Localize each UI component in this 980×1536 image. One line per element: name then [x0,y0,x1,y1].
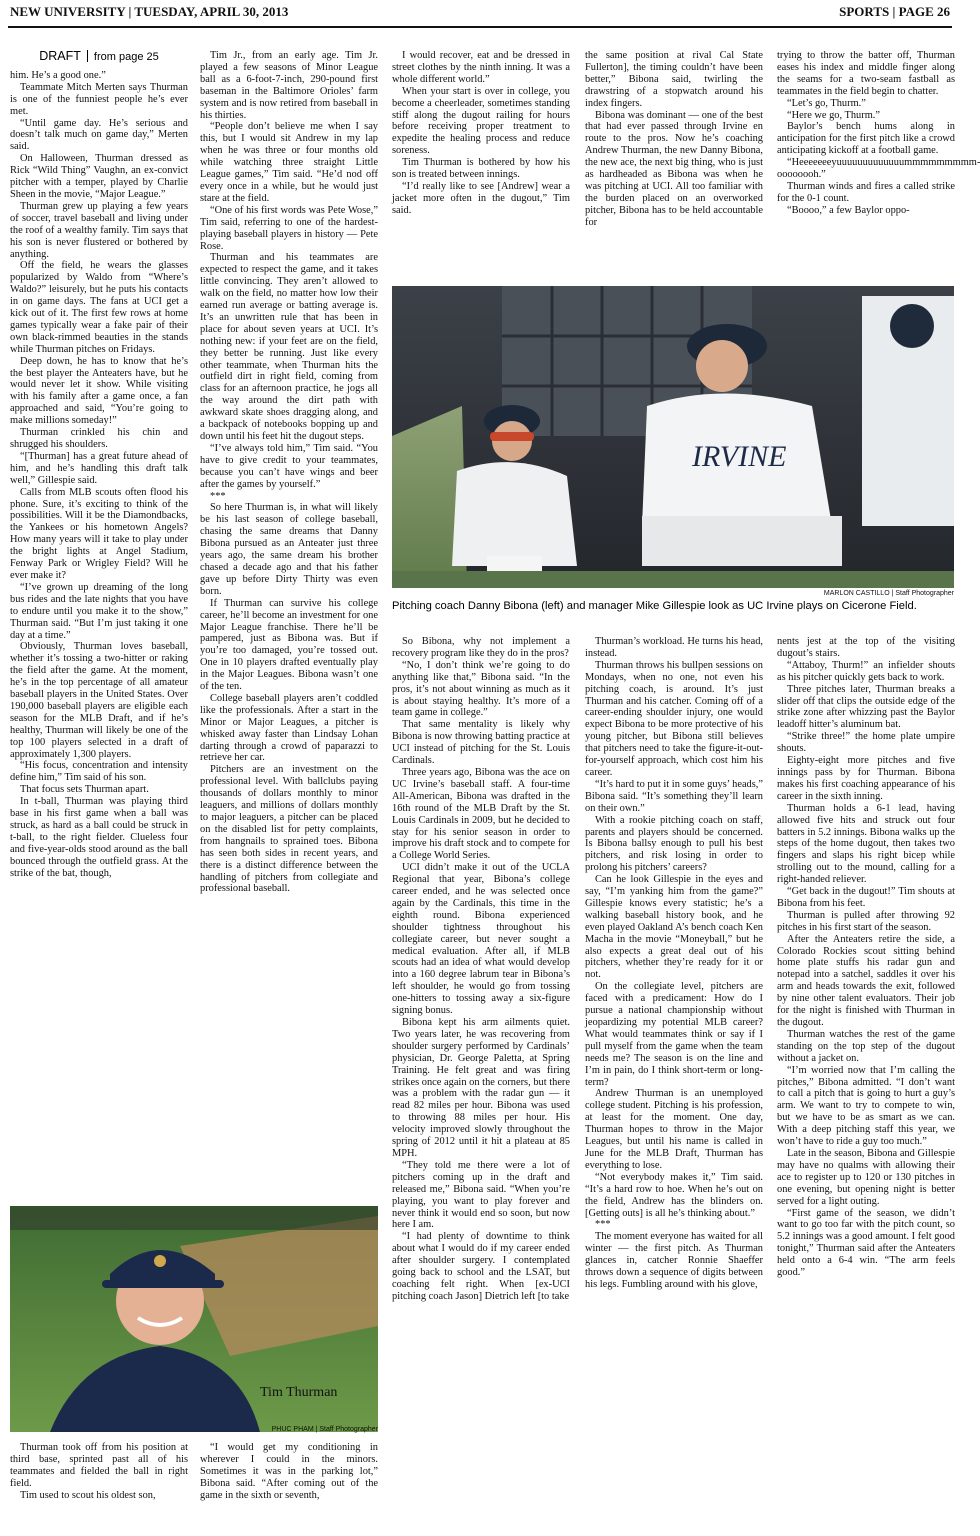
paragraph: UCI didn’t make it out of the UCLA Regional that year, Bibona’s college career ended, and he was selected once again by the Cardinals, this time in the eighth round. Bibona experienced shoulder tightness throughout his collegiate career, but never sought a medical evaluation. After all, if MLB scouts had an idea of what would develop into a 160 degree labrum tear in Bibona’s left shoulder, he would go from tossing one-hitters to tossing away a six-figure signing bonus. [392,862,570,1017]
paragraph: So here Thurman is, in what will likely be his last season of college baseball, chasing the same dreams that Danny Bibona pursued as an Anteater just three years ago, the same dream his brother chased a decade ago and that his father gave up before Dirty Thirty was even born. [200,502,378,597]
paragraph: “People don’t believe me when I say this, but I would sit Andrew in my lap when he was three or four months old while watching three straight Little League games,” Tim said. “He’d nod off every once in a while, but he would just stare at the field. [200,121,378,204]
tim-thurman-photo-credit: PHUC PHAM | Staff Photographer [271,1426,378,1433]
jersey-wordmark: IRVINE [692,440,787,473]
masthead [10,4,950,24]
paragraph: trying to throw the batter off, Thurman eases his index and middle finger along the seams for a two-seam fastball as teammates in the field begin to chatter. [777,50,955,97]
paragraph: *** [210,490,226,502]
column-1 [10,48,188,1200]
paragraph: College baseball players aren’t coddled like the professionals. After a start in the Minor or Major Leagues, a pitcher is whisked away faster than Lindsay Lohan darting through a crowd of paparazzi to retrieve her car. [200,692,378,764]
column-3-continued [392,636,570,1532]
column-3-text [392,50,570,217]
masthead-left: NEW UNIVERSITY | TUESDAY, APRIL 30, 2013 [10,4,289,19]
paragraph: On the collegiate level, pitchers are faced with a predicament: How do I pursue a national championship without jeopardizing my potential MLB career? What would teammates think or say if I pull myself from the game when the team needs me? The season is on the line and I’m in pain, do I think short-term or long-term? [585,981,763,1088]
jump-label: DRAFT [39,49,81,63]
paragraph: Baylor’s bench hums along in anticipation for the first pitch like a crowd anticipating kickoff at a football game. [777,121,955,157]
paragraph: Off the field, he wears the glasses popularized by Waldo from “Where’s Waldo?” leisurely, but he puts his contacts in on game days. The fans at UCI get a kick out of it. The first few rows at home games typically wear a fake pair of their own black-rimmed beauties in the stands while Thurman pitches on Fridays. [10,260,188,355]
column-2-text [200,50,378,895]
paragraph: In t-ball, Thurman was playing third base in his first game when a ball was struck, as hard as a ball could be struck in t-ball, to the right fielder. Clueless four and five-year-olds stood around as the ball bounced through the outfield grass. At the strike of the bat, though, [10,796,188,879]
column-4 [585,50,763,282]
paragraph: When your start is over in college, you become a cheerleader, sometimes standing stiff along the dugout railing for hours before receiving proper treatment to expedite the healing process and reduce soreness. [392,85,570,157]
paragraph: “One of his first words was Pete Wose,” Tim said, referring to one of the hardest-playing baseball players in history — Pete Rose. [200,204,378,252]
tim-thurman-photo-image [10,1206,378,1432]
paragraph: So Bibona, why not implement a recovery program like they do in the pros? [392,636,570,659]
paragraph: Thurman holds a 6-1 lead, having allowed five hits and struck out four batters in 5.2 innings. Bibona walks up the steps of the home dugout, then takes two fingers and slaps his right bicep while strolling out to the mound, calling for a right-handed reliever. [777,802,955,886]
paragraph: Deep down, he has to know that he’s the best player the Anteaters have, but he would never let it show. While visiting with his family after a game once, a fan approached and said, “You’re going to make millions someday!” [10,355,188,427]
column-5-text [777,50,980,217]
photo-nameplate: Tim Thurman [260,1385,338,1400]
paragraph: That same mentality is likely why Bibona is now throwing batting practice at UCI instead of pitching for the St. Louis Cardinals. [392,719,570,767]
paragraph: Bibona was dominant — one of the best that had ever passed through Irvine en route to the pros. Now he’s coaching Andrew Thurman, the new Danny Bibona, the new ace, the next big thing, who is just as hardheaded as Bibona was when he was pitching at UCI. All too familiar with the burden placed on an overworked pitcher, Bibona has to be held accountable for [585,109,763,228]
column-3 [392,50,570,282]
paragraph: With a rookie pitching coach on staff, parents and players should be concerned. Is Bibona ballsy enough to pull his best pitchers, and risk losing in order to prolong his pitchers’ careers? [585,814,763,874]
paragraph: Andrew Thurman is an unemployed college student. Pitching is his profession, at least for the moment. One day, Thurman hopes to throw in the Major Leagues, but until his name is called in June for the MLB Draft, Thurman has everything to lose. [585,1088,763,1171]
paragraph: “Strike three!” the home plate umpire shouts. [777,731,955,755]
paragraph: Tim Thurman is bothered by how his son is treated between innings. [392,157,570,181]
paragraph: Three pitches later, Thurman breaks a slider off that clips the outside edge of the strike zone after whizzing past the Baylor leadoff hitter’s aluminum bat. [777,683,955,731]
paragraph: “Until game day. He’s serious and doesn’t talk much on game day,” Merten said. [10,117,188,153]
paragraph: Thurman is pulled after throwing 92 pitches in his first start of the season. [777,909,955,933]
paragraph: “First game of the season, we didn’t want to go too far with the pitch count, so 5.2 innings was a good amount. I felt good tonight,” Thurman said after the Anteaters held onto a 6-4 win. “The arm feels good.” [777,1207,955,1279]
paragraph: Eighty-eight more pitches and five innings pass by for Thurman. Bibona makes his first coaching appearance of his career in the sixth inning. [777,755,955,802]
paragraph: That focus sets Thurman apart. [20,784,149,796]
dugout-photo-caption: Pitching coach Danny Bibona (left) and manager Mike Gillespie look as UC Irvine plays on Cicerone Field. [392,600,917,612]
paragraph: “I’m worried now that I’m calling the pitches,” Bibona admitted. “I don’t want to call a pitch that is going to hurt a guy’s arm. We want to try to compete to win, but we have to be as smart as we can. With a deep pitching staff this year, we won’t have to ride a guy too much.” [777,1064,955,1148]
paragraph: Tim used to scout his oldest son, [20,1489,156,1501]
paragraph: “Heeeeeeeyuuuuuuuuuuuuummmmmmmmm-oooooooh.” [777,157,980,181]
paragraph: Thurman’s workload. He turns his head, instead. [585,636,763,659]
paragraph: Thurman throws his bullpen sessions on Mondays, when no one, not even his pitching coach, is around. It’s just Thurman and his catcher. Coming off of a career-ending shoulder injury, one would expect Bibona to be more protective of his young pitcher, but Bibona still believes that pitchers need to take the figure-it-out-for-yourself approach, which cost him his career. [585,659,763,778]
paragraph: nents jest at the top of the visiting dugout’s stairs. [777,636,955,659]
paragraph: Bibona kept his arm ailments quiet. Two years later, he was recovering from shoulder surgery performed by Cardinals’ physician, Dr. George Paletta, at Spring Training. He felt great and was firing strikes once again on the corners, but there was a problem with the radar gun — it read 82 miles per hour. Bibona was used to throwing 88 miles per hour. His velocity improved slowly throughout the spring of 2012 until it hit a plateau at 85 MPH. [392,1017,570,1159]
column-4-text [585,50,763,229]
tim-thurman-photo [10,1206,378,1432]
paragraph: Tim Jr., from an early age. Tim Jr. played a few seasons of Minor League ball as a 6-foot-7-inch, 290-pound first baseman in the Baltimore Orioles’ farm system and is now retired from baseball in his thirties. [200,50,378,121]
column-1-continued-text [10,1442,188,1502]
paragraph: “I would get my conditioning in wherever I could in the minors. Sometimes it was in the parking lot,” Bibona said. “After coming out of the game in the sixth or seventh, [200,1442,378,1501]
paragraph: Three years ago, Bibona was the ace on UC Irvine’s baseball staff. A four-time All-American, Bibona was drafted in the 16th round of the MLB Draft by the St. Louis Cardinals in 2009, but he decided to stay for his senior season in order to improve his draft stock and to compete for a College World Series. [392,766,570,862]
paragraph: Obviously, Thurman loves baseball, whether it’s tossing a two-hitter or raking the field after the game. At the moment, he’s in the top percentage of all amateur baseball players in the United States. Over 190,000 baseball players are eligible each season for the MLB Draft, and if he’s healthy, Thurman will likely be one of the top 100 players selected in a draft of approximately 1,300 players. [10,641,188,760]
paragraph: “Let’s go, Thurm.” [787,97,866,109]
paragraph: Thurman winds and fires a called strike for the 0-1 count. [777,180,955,204]
column-1-continued [10,1442,188,1532]
paragraph: *** [595,1219,611,1231]
paragraph: “Here we go, Thurm.” [787,109,880,121]
dugout-photo [392,286,954,588]
paragraph: Thurman grew up playing a few years of soccer, travel baseball and living under the roof of a wealthy family. Tim says that his son is never flustered or bothered by anything. [10,200,188,260]
column-4-continued [585,636,763,1532]
masthead-rule [8,26,952,28]
paragraph: On Halloween, Thurman dressed as Rick “Wild Thing” Vaughn, an ex-convict pitcher with a temper, played by Charlie Sheen in the movie, “Major League.” [10,153,188,200]
dugout-photo-credit: MARLON CASTILLO | Staff Photographer [823,590,954,597]
paragraph: After the Anteaters retire the side, a Colorado Rockies scout sitting behind home plate stuffs his radar gun and notepad into a satchel, saddles it over his arm and heads towards the exit, followed by nine other talent evaluators. Their job for the night is finished with Thurman in the dugout. [777,933,955,1028]
paragraph: I would recover, eat and be dressed in street clothes by the ninth inning. It was a whole different world.” [392,50,570,85]
column-2-continued-text [200,1442,378,1502]
column-4-continued-text [585,636,763,1291]
paragraph: “[Thurman] has a great future ahead of him, and he’s handling this draft talk well,” Gillespie said. [10,450,188,486]
paragraph: “It’s hard to put it in some guys’ heads,” Bibona said. “It’s something they’ll learn on their own.” [585,778,763,814]
paragraph: “They told me there were a lot of pitchers coming up in the draft and released me,” Bibona said. “When you’re playing, you want to play forever and never think it would end so soon, but now here I am. [392,1159,570,1231]
paragraph: Can he look Gillespie in the eyes and say, “I’m yanking him from the game?” Gillespie knows every statistic; he’s a walking baseball history book, and he even played Oakland A’s bench coach Ken Macha in the movie “Moneyball,” but he also expects a great deal out of his pitchers, whether they’re ready for it or not. [585,874,763,981]
column-2-continued [200,1442,378,1532]
paragraph: Thurman and his teammates are expected to respect the game, and it takes little convincing. They aren’t allowed to walk on the field, no matter how low their earned run average or batting average is. It’s an unwritten rule that has been in place for about seven years at UCI. It’s nothing new: if your feet are on the field, they better be running. Just like every other teammate, when Thurman hits the outfield dirt in right field, coming from class for an afternoon practice, he jogs all the way around the dirt path with awkward skate shoes dragging along, and a backpack of notebooks bopping up and down until his feet hit the dugout steps. [200,252,378,442]
column-5-continued-text [777,636,955,1279]
column-1-text [10,70,188,880]
paragraph: “His focus, concentration and intensity define him,” Tim said of his son. [10,760,188,784]
paragraph: the same position at rival Cal State Fullerton], the timing couldn’t have been better,” Bibona said, twirling the drawstring of a stopwatch around his index fingers. [585,50,763,109]
masthead-right: SPORTS | PAGE 26 [839,4,950,19]
paragraph: “I’ve grown up dreaming of the long bus rides and the late nights that you have to endure until you make it to the show,” Thurman said. “But I’m just taking it one day at a time.” [10,581,188,641]
paragraph: “Boooo,” a few Baylor oppo- [787,204,910,216]
jump-line [10,50,188,64]
column-5-continued [777,636,955,1532]
paragraph: Teammate Mitch Merten says Thurman is one of the funniest people he’s ever met. [10,81,188,117]
paragraph: “No, I don’t think we’re going to do anything like that,” Bibona said. “In the pros, it’s not about winning as much as it is about staying healthy. It’s more of a team game in college.” [392,659,570,719]
paragraph: “I had plenty of downtime to think about what I would do if my career ended after shoulder surgery. I contemplated going back to school and the LSAT, but coaching felt right. When [ex-UCI pitching coach Jason] Dietrich left [to take [392,1231,570,1302]
paragraph: “Get back in the dugout!” Tim shouts at Bibona from his feet. [777,886,955,909]
column-5 [777,50,980,282]
paragraph: If Thurman can survive his college career, he’ll become an investment for one Major League franchise. There he’ll be pampered, just as Bibona was. But if you’re too damaged, you’re tossed out. One in 10 players drafted eventually play in the Major Leagues. Bibona wasn’t one of the ten. [200,597,378,693]
paragraph: “I’d really like to see [Andrew] wear a jacket more often in the dugout,” Tim said. [392,180,570,216]
column-3-continued-text [392,636,570,1303]
paragraph: “Attaboy, Thurm!” an infielder shouts as his pitcher quickly gets back to work. [777,659,955,683]
paragraph: Thurman watches the rest of the game standing on the top step of the dugout without a jacket on. [777,1028,955,1064]
paragraph: Calls from MLB scouts often flood his phone. Sure, it’s exciting to think of the possibilities. Will it be the Diamondbacks, the Yankees or his hometown Angels? How many years will it take to play under the bright lights at Angel Stadium, Fenway Park or Wrigley Field? Will he ever make it? [10,486,188,581]
paragraph: Pitchers are an investment on the professional level. With ballclubs paying thousands of dollars monthly to minor leaguers, and millions of dollars monthly to major leaguers, a pitcher can be placed on the disabled list for petty complaints, from hangnails to sprained toes. Bibona has seen both sides in recent years, and there is a distinct difference between the handling of pitchers from collegiate and professional baseball. [200,764,378,895]
paragraph: “Not everybody makes it,” Tim said. “It’s a hard row to hoe. When he’s out on the field, Andrew has the blinders on. [Getting outs] is all he’s thinking about.” [585,1171,763,1219]
jump-from: from page 25 [93,51,159,63]
paragraph: The moment everyone has waited for all winter — the first pitch. As Thurman glances in, catcher Ronnie Shaeffer throws down a sequence of digits between his legs. Fumbling around with his glove, [585,1231,763,1290]
column-2 [200,50,378,1200]
dugout-photo-image [392,286,954,588]
paragraph: Thurman crinkled his chin and shrugged his shoulders. [10,427,188,450]
paragraph: him. He’s a good one.” [10,69,106,81]
paragraph: Thurman took off from his position at third base, sprinted past all of his teammates and fielded the ball in right field. [10,1442,188,1489]
paragraph: Late in the season, Bibona and Gillespie may have no qualms with allowing their ace to register up to 120 or 130 pitches in one evening, but opening night is better served for a light outing. [777,1147,955,1207]
jump-divider [87,50,88,62]
paragraph: “I’ve always told him,” Tim said. “You have to give credit to your teammates, because you can’t have wings and beer after the games by yourself.” [200,442,378,490]
